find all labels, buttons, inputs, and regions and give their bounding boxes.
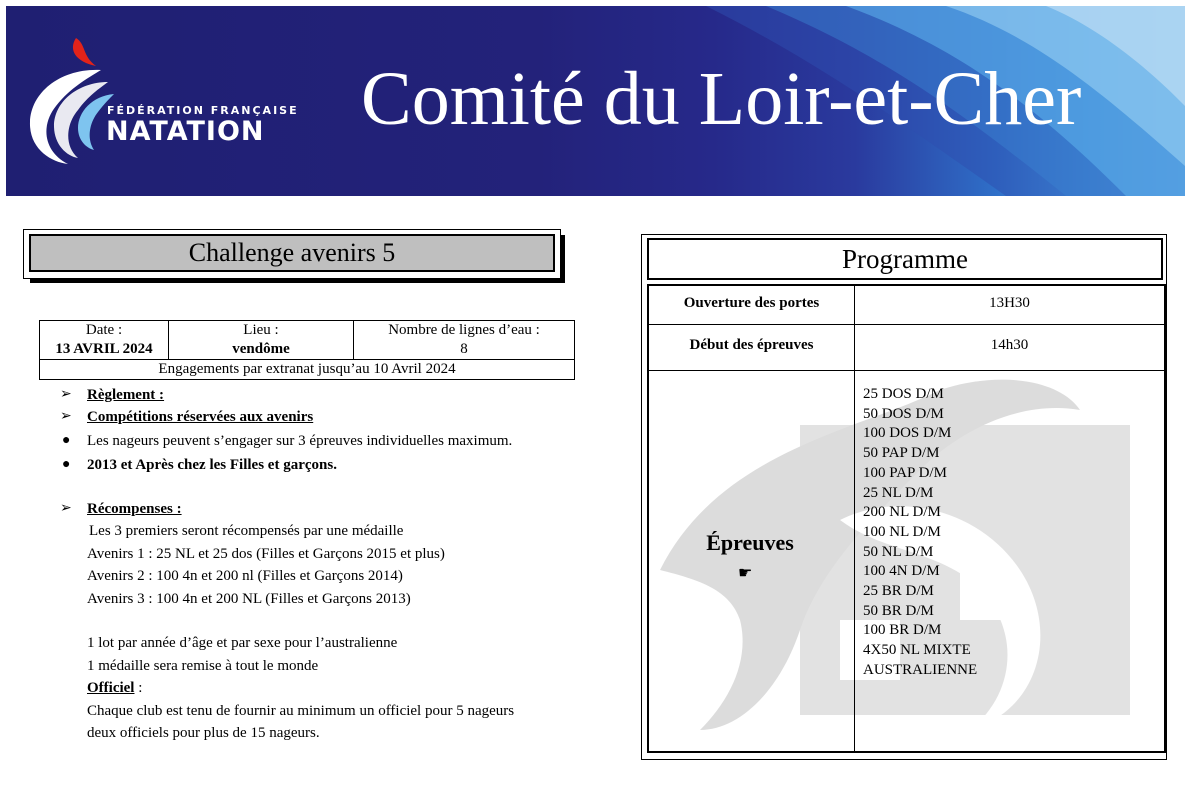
debut-value: 14h30: [990, 337, 1029, 353]
lieu-cell: [169, 321, 354, 360]
lignes-value: 8: [460, 341, 468, 357]
event-item: 25 NL D/M: [863, 484, 934, 501]
dot-bullet-icon: ●: [62, 457, 71, 472]
medaille-line: 1 médaille sera remise à tout le monde: [87, 657, 319, 674]
lignes-label: Nombre de lignes d’eau :: [388, 322, 540, 338]
competitions-heading: Compétitions réservées aux avenirs: [87, 409, 314, 425]
page-title: Comité du Loir-et-Cher: [361, 57, 1082, 141]
recompenses-line-1: Les 3 premiers seront récompensés par une médaille: [89, 523, 404, 539]
date-cell: [40, 321, 169, 360]
dot-bullet-icon: ●: [62, 433, 71, 448]
programme-title: Programme: [647, 238, 1163, 280]
logo-line1: FÉDÉRATION FRANÇAISE: [107, 104, 299, 117]
event-item: 50 NL D/M: [863, 543, 934, 560]
events-list: [863, 385, 977, 681]
lot-line: 1 lot par année d’âge et par sexe pour l’australienne: [87, 635, 398, 651]
rule-bullet-2: 2013 et Après chez les Filles et garçons.: [87, 457, 337, 473]
date-label: Date :: [85, 322, 123, 338]
ffn-logo-icon: [16, 30, 326, 170]
lieu-label: Lieu :: [243, 322, 279, 338]
challenge-title-box: [23, 229, 561, 279]
officiel-heading: Officiel: [87, 680, 135, 696]
debut-label: Début des épreuves: [689, 337, 814, 353]
event-item: 100 4N D/M: [863, 563, 940, 580]
ouverture-value: 13H30: [989, 295, 1030, 311]
event-item: 50 BR D/M: [863, 602, 934, 619]
officiel-text-1: Chaque club est tenu de fournir au minimum un officiel pour 5 nageurs: [87, 702, 515, 719]
event-item: 200 NL D/M: [863, 504, 941, 521]
logo-line2: NATATION: [106, 116, 265, 147]
recompenses-line-3: Avenirs 2 : 100 4n et 200 nl (Filles et Garçons 2014): [87, 568, 403, 584]
rule-bullet-1: Les nageurs peuvent s’engager sur 3 épreuves individuelles maximum.: [87, 433, 513, 449]
lieu-value: vendôme: [232, 341, 290, 357]
pointing-hand-icon: ☛: [738, 565, 753, 582]
officiel-text-2: deux officiels pour plus de 15 nageurs.: [87, 725, 320, 741]
header-banner: [6, 6, 1185, 196]
ouverture-label: Ouverture des portes: [683, 295, 820, 311]
engagements-cell: Engagements par extranat jusqu’au 10 Avril 2024: [40, 360, 575, 380]
event-item: AUSTRALIENNE: [863, 661, 978, 678]
event-item: 100 PAP D/M: [863, 464, 947, 481]
event-item: 25 BR D/M: [863, 583, 934, 600]
officiel-colon: :: [134, 680, 143, 696]
recompenses-heading: Récompenses :: [87, 501, 182, 517]
epreuves-label: Épreuves: [706, 530, 794, 555]
recompenses-line-2: Avenirs 1 : 25 NL et 25 dos (Filles et Garçons 2015 et plus): [87, 545, 445, 562]
event-item: 100 BR D/M: [863, 622, 942, 639]
officiel-line: [60, 677, 580, 700]
arrow-bullet-icon: ➢: [60, 387, 72, 402]
rules-section: [60, 384, 580, 745]
reglement-heading: Règlement :: [87, 387, 165, 403]
event-item: 4X50 NL MIXTE: [863, 642, 971, 659]
challenge-title: Challenge avenirs 5: [29, 234, 555, 272]
info-table: [39, 320, 575, 380]
recompenses-line-4: Avenirs 3 : 100 4n et 200 NL (Filles et Garçons 2013): [87, 590, 411, 607]
date-value: 13 AVRIL 2024: [55, 341, 153, 357]
arrow-bullet-icon: ➢: [60, 501, 72, 516]
event-item: 100 DOS D/M: [863, 425, 952, 442]
lignes-cell: [354, 321, 575, 360]
event-item: 25 DOS D/M: [863, 386, 944, 402]
arrow-bullet-icon: ➢: [60, 409, 72, 424]
event-item: 50 DOS D/M: [863, 405, 944, 422]
event-item: 50 PAP D/M: [863, 445, 940, 462]
event-item: 100 NL D/M: [863, 523, 941, 540]
